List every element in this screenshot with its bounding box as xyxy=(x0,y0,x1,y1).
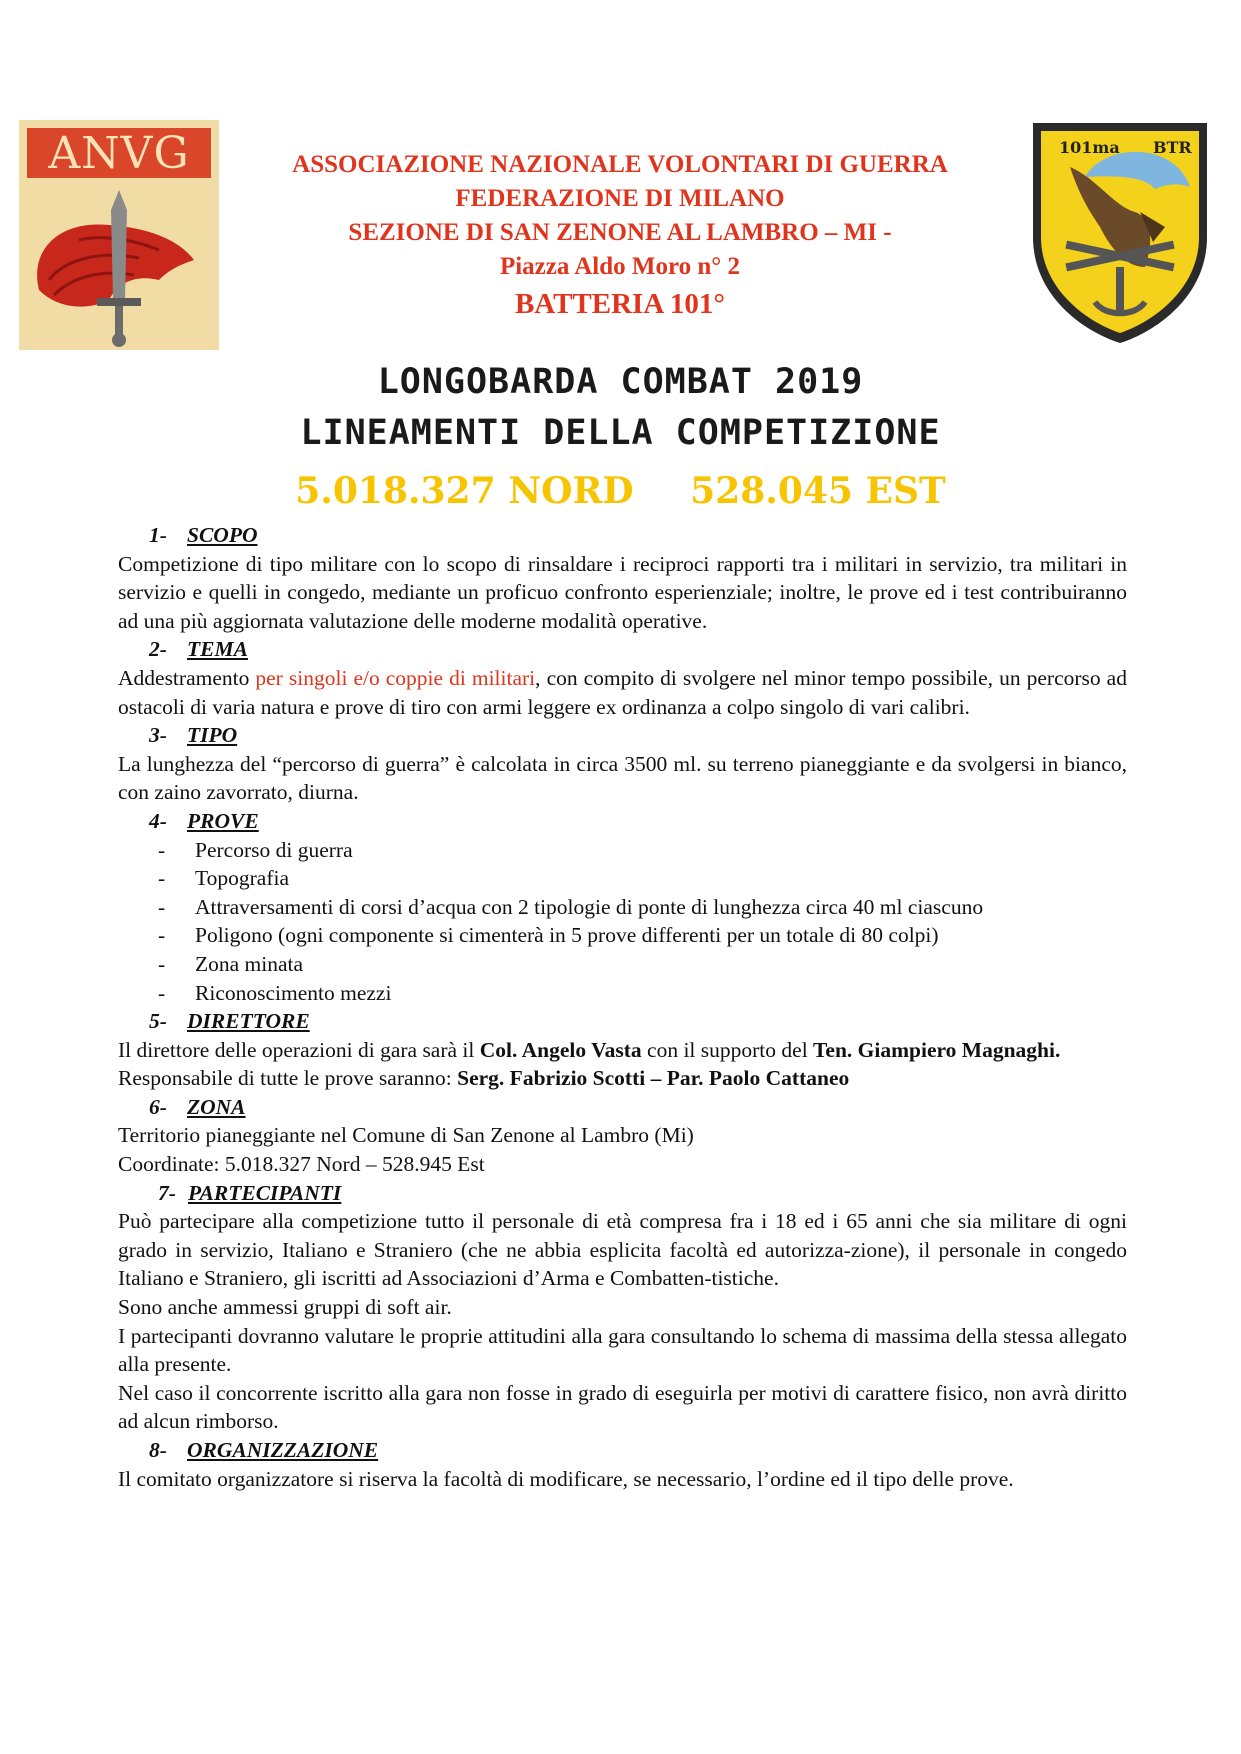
organization-header xyxy=(220,148,1020,324)
section-number: 5- xyxy=(149,1009,167,1034)
document-body xyxy=(118,521,1127,1493)
highlighted-text: per singoli e/o coppie di militari xyxy=(255,665,536,690)
text-run: Responsabile di tutte le prove saranno: xyxy=(118,1066,458,1091)
list-item-text: Zona minata xyxy=(195,951,304,976)
eagle-shield-icon xyxy=(1025,117,1215,347)
coordinates-banner xyxy=(0,470,1241,512)
section-heading-partecipanti xyxy=(118,1179,1127,1208)
prove-list xyxy=(118,836,1127,1008)
org-federation: FEDERAZIONE DI MILANO xyxy=(455,185,785,212)
director-name: Col. Angelo Vasta xyxy=(479,1037,642,1062)
support-name: Ten. Giampiero Magnaghi. xyxy=(813,1037,1061,1062)
section-heading-zona xyxy=(118,1093,1127,1122)
section-title: TIPO xyxy=(187,723,238,748)
section-title: PROVE xyxy=(187,808,259,833)
section-text-tipo: La lunghezza del “percorso di guerra” è calcolata in circa 3500 ml. su terreno pianeggiante e da svolgersi in bianco, con zaino zavorrato, diurna. xyxy=(118,751,1127,805)
list-item: - Attraversamenti di corsi d’acqua con 2 tipologie di ponte di lunghezza circa 40 ml ciascuno xyxy=(158,894,984,919)
list-item: - Riconoscimento mezzi xyxy=(158,980,392,1005)
section-title: ORGANIZZAZIONE xyxy=(187,1438,379,1462)
text-run: con il supporto del xyxy=(641,1037,814,1062)
section-title: DIRETTORE xyxy=(187,1009,310,1034)
zona-line-territorio: Territorio pianeggiante nel Comune di San Zenone al Lambro (Mi) xyxy=(118,1123,694,1148)
main-title: LONGOBARDA COMBAT 2019 xyxy=(377,362,864,402)
anvg-logo-text: ANVG xyxy=(27,128,211,178)
section-heading-direttore xyxy=(118,1007,1127,1036)
list-item: - Percorso di guerra xyxy=(158,837,353,862)
section-heading-tema xyxy=(118,635,1127,664)
text-run: , con compito di svolgere nel minor tempo possibile, un percorso ad ostacoli di varia natura e prove di tiro con armi leggere ex ordinanza a colpo singolo di vari calibri. xyxy=(118,665,1127,719)
section-heading-tipo xyxy=(118,721,1127,750)
section-heading-prove xyxy=(118,807,1127,836)
battery-crest-logo xyxy=(1025,117,1215,347)
section-text-responsabili xyxy=(118,1064,1127,1093)
section-title: SCOPO xyxy=(187,523,258,547)
org-battery: BATTERIA 101° xyxy=(514,288,726,320)
list-item-text: Topografia xyxy=(195,866,290,891)
section-heading-organizzazione xyxy=(118,1436,1127,1465)
responsible-names: Serg. Fabrizio Scotti – Par. Paolo Cattaneo xyxy=(457,1066,850,1091)
list-item-text: Attraversamenti di corsi d’acqua con 2 tipologie di ponte di lunghezza circa 40 ml ciascuno xyxy=(195,894,984,919)
crest-text-right: BTR xyxy=(1153,138,1192,157)
zona-line-coordinate: Coordinate: 5.018.327 Nord – 528.945 Est xyxy=(118,1152,485,1177)
text-run: Il direttore delle operazioni di gara sarà il xyxy=(118,1037,480,1062)
section-number: 1- xyxy=(149,523,167,547)
section-title: TEMA xyxy=(187,637,248,662)
section-number: 8- xyxy=(149,1438,167,1462)
section-text-organizzazione: Il comitato organizzatore si riserva la facoltà di modificare, se necessario, l’ordine ed il tipo delle prove. xyxy=(118,1466,1014,1491)
section-number: 6- xyxy=(149,1094,167,1119)
coord-est: 528.045 EST xyxy=(690,470,946,512)
section-number: 7- xyxy=(158,1180,176,1205)
org-address: Piazza Aldo Moro n° 2 xyxy=(499,253,741,280)
winged-sword-icon xyxy=(19,180,219,350)
section-text-direttore xyxy=(118,1036,1127,1065)
section-text-scopo: Competizione di tipo militare con lo scopo di rinsaldare i reciproci rapporti tra i militari in servizio, tra militari in servizio e quelli in congedo, mediante un proficuo confronto esperienziale; inoltre, le prove ed i test contribuiranno ad una più aggiornata valutazione delle moderne modalità operative. xyxy=(118,551,1127,633)
list-item-text: Poligono (ogni componente si cimenterà in 5 prove differenti per un totale di 80 colpi) xyxy=(195,923,939,948)
section-title: ZONA xyxy=(187,1094,246,1119)
crest-text-left: 101ma xyxy=(1059,138,1120,157)
section-heading-scopo xyxy=(118,521,1127,550)
text-run: Addestramento xyxy=(118,665,256,690)
subtitle: LINEAMENTI DELLA COMPETIZIONE xyxy=(300,413,941,453)
partecipanti-paragraph-3: I partecipanti dovranno valutare le proprie attitudini alla gara consultando lo schema di massima della stessa allegato alla presente. xyxy=(118,1323,1127,1377)
list-item-text: Riconoscimento mezzi xyxy=(195,980,392,1005)
section-number: 4- xyxy=(149,808,167,833)
org-name: ASSOCIAZIONE NAZIONALE VOLONTARI DI GUERRA xyxy=(292,151,948,178)
anvg-logo xyxy=(19,120,219,350)
section-text-tema xyxy=(118,664,1127,721)
section-title: PARTECIPANTI xyxy=(188,1180,342,1205)
partecipanti-paragraph-4: Nel caso il concorrente iscritto alla gara non fosse in grado di eseguirla per motivi di carattere fisico, non avrà diritto ad alcun rimborso. xyxy=(118,1380,1127,1434)
org-section: SEZIONE DI SAN ZENONE AL LAMBRO – MI - xyxy=(348,219,892,246)
section-number: 3- xyxy=(149,723,167,748)
list-item: - Poligono (ogni componente si cimenterà in 5 prove differenti per un totale di 80 colpi) xyxy=(158,923,939,948)
partecipanti-paragraph-1: Può partecipare alla competizione tutto il personale di età compresa fra i 18 ed i 65 anni che sia militare di ogni grado in servizio, Italiano e Straniero (che ne abbia esplicita facoltà ed autorizza-zione), il personale in congedo Italiano e Straniero, gli iscritti ad Associazioni d’Arma e Combatten-tistiche. xyxy=(118,1209,1127,1291)
list-item: - Zona minata xyxy=(158,951,304,976)
section-number: 2- xyxy=(149,637,167,662)
list-item-text: Percorso di guerra xyxy=(195,837,353,862)
partecipanti-paragraph-2: Sono anche ammessi gruppi di soft air. xyxy=(118,1295,452,1320)
list-item: - Topografia xyxy=(158,866,290,891)
coord-nord: 5.018.327 NORD xyxy=(295,470,634,512)
